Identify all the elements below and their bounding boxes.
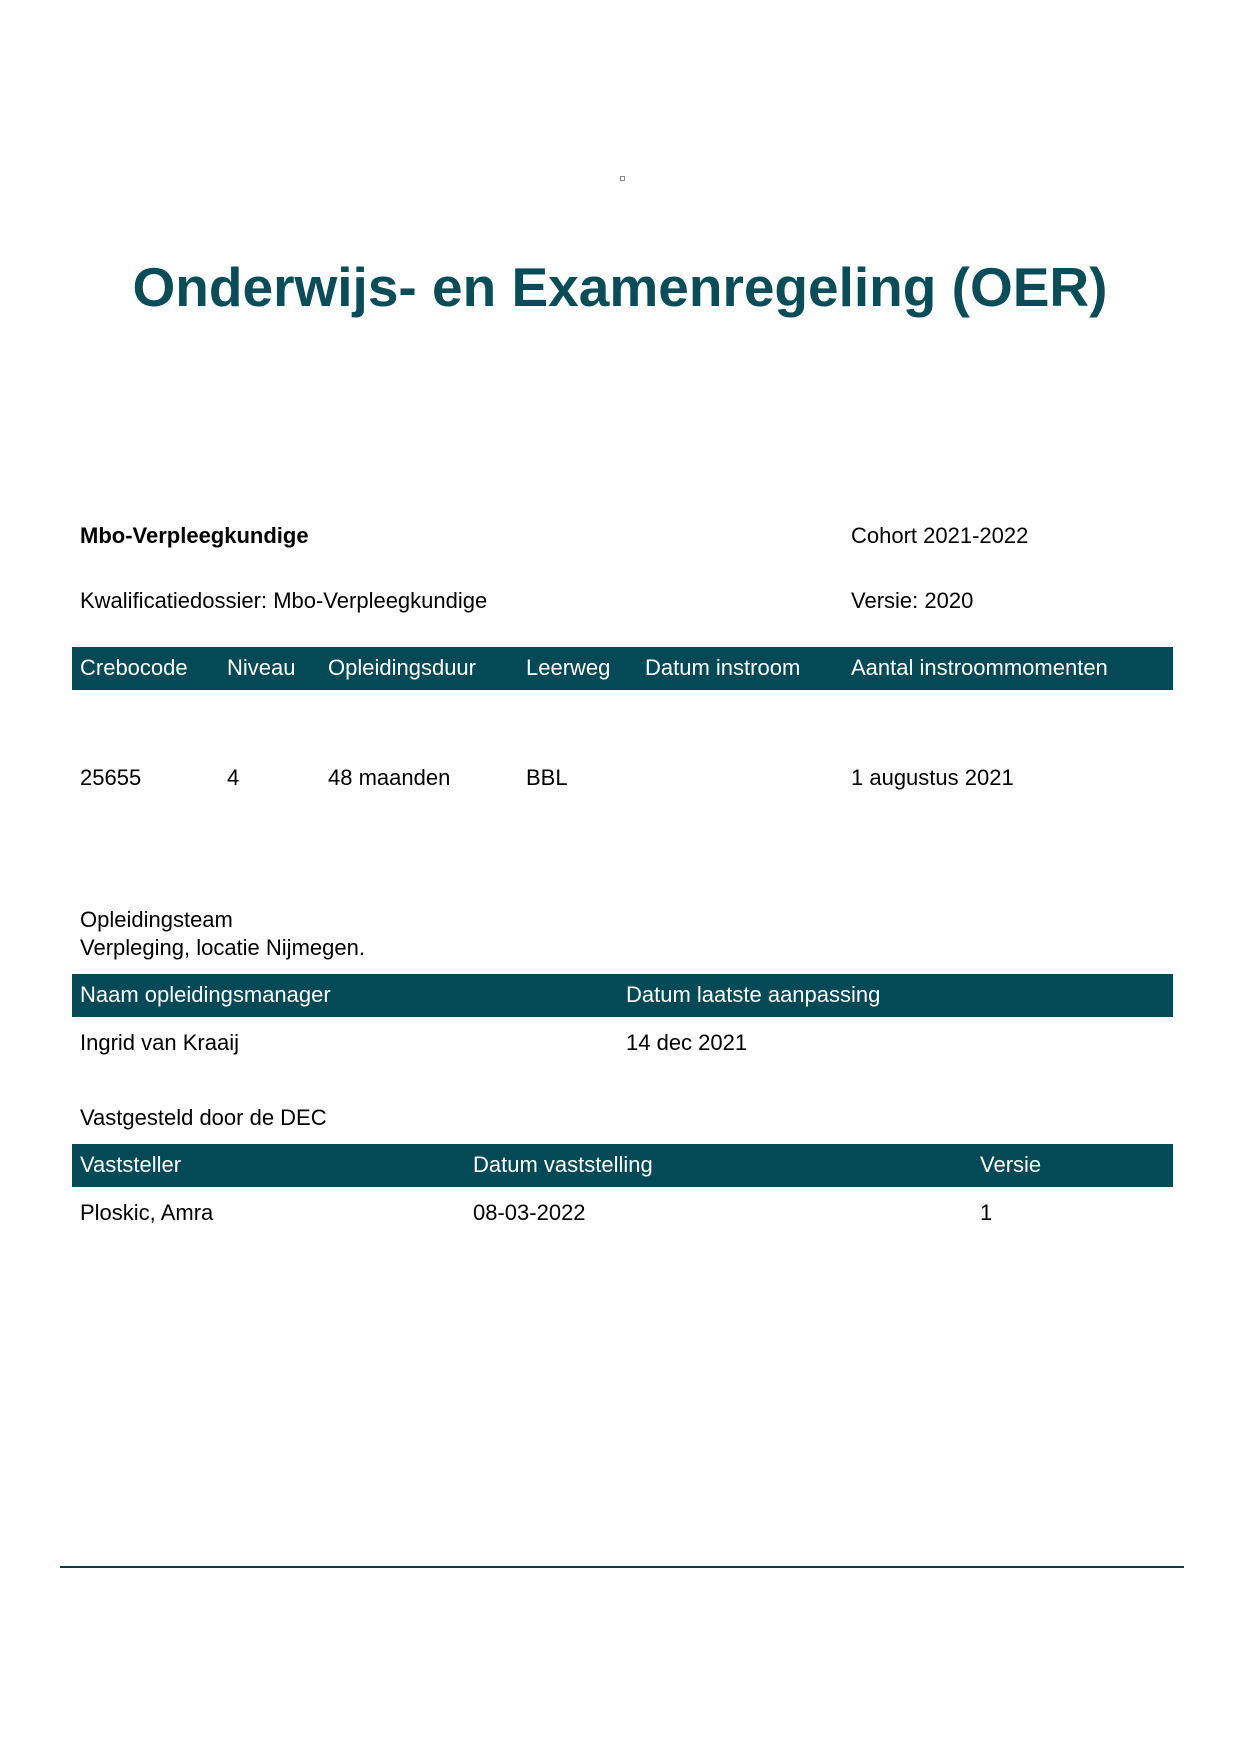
cell-crebocode: 25655 [80, 765, 142, 790]
header-crebocode: Crebocode [80, 655, 188, 680]
footer-divider [60, 1566, 1184, 1568]
cell-leerweg: BBL [526, 765, 568, 790]
team-label: Opleidingsteam [80, 907, 233, 932]
cell-laatste-aanpassing: 14 dec 2021 [626, 1030, 748, 1055]
header-datum-vaststelling: Datum vaststelling [473, 1152, 653, 1177]
versie-dossier: Versie: 2020 [851, 588, 974, 613]
header-niveau: Niveau [227, 655, 296, 680]
header-aantal-instroommomenten: Aantal instroommomenten [851, 655, 1108, 680]
small-square-mark [620, 176, 625, 181]
table-row [72, 764, 1173, 796]
header-versie: Versie [980, 1152, 1042, 1177]
cell-niveau: 4 [227, 765, 240, 790]
header-datum-instroom: Datum instroom [645, 655, 801, 680]
team-name: Verpleging, locatie Nijmegen. [80, 935, 365, 960]
document-title: Onderwijs- en Examenregeling (OER) [132, 256, 1108, 318]
table-row [72, 1029, 1173, 1061]
cell-datum-vaststelling: 08-03-2022 [473, 1200, 586, 1225]
manager-table-header [72, 974, 1173, 1017]
cell-opleidingsmanager: Ingrid van Kraaij [80, 1030, 239, 1055]
cell-aantal-instroommomenten: 1 augustus 2021 [851, 765, 1014, 790]
vastgesteld-label: Vastgesteld door de DEC [80, 1105, 327, 1130]
header-vaststeller: Vaststeller [80, 1152, 182, 1177]
header-leerweg: Leerweg [526, 655, 611, 680]
cell-opleidingsduur: 48 maanden [328, 765, 451, 790]
vaststel-table-header [72, 1144, 1173, 1187]
header-datum-laatste-aanpassing: Datum laatste aanpassing [626, 982, 881, 1007]
header-opleidingsduur: Opleidingsduur [328, 655, 476, 680]
table-row [72, 1199, 1173, 1231]
opleiding-naam: Mbo-Verpleegkundige [80, 523, 309, 548]
cell-versie: 1 [980, 1200, 993, 1225]
cohort: Cohort 2021-2022 [851, 523, 1029, 548]
header-naam-opleidingsmanager: Naam opleidingsmanager [80, 982, 331, 1007]
opleiding-table-header [72, 647, 1173, 690]
kwalificatiedossier: Kwalificatiedossier: Mbo-Verpleegkundige [80, 588, 488, 613]
cell-vaststeller: Ploskic, Amra [80, 1200, 214, 1225]
